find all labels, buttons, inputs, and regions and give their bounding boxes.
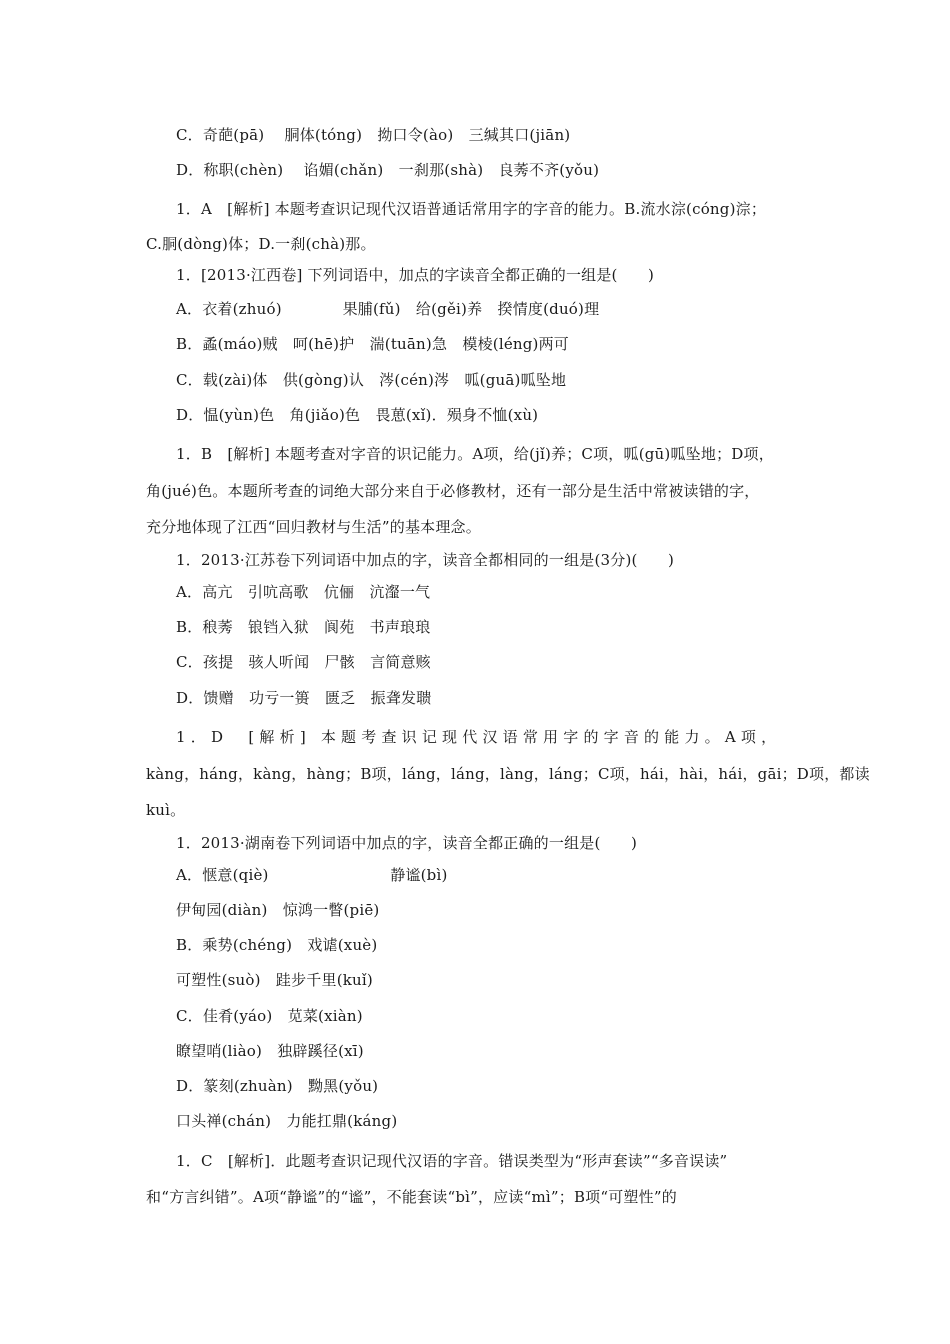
option-c-line: C．奇葩(pā) 胴体(tóng) 拗口令(ào) 三缄其口(jiān) [176,126,571,144]
answer-continuation: C.胴(dòng)体；D.一刹(chà)那。 [146,235,376,253]
answer-continuation: 角(jué)色。本题所考查的词绝大部分来自于必修教材，还有一部分是生活中常被读错的字， [146,482,760,500]
answer-continuation: 和“方言纠错”。A项“静谧”的“谧”，不能套读“bì”，应读“mì”；B项“可塑性”的 [146,1188,677,1206]
option-a-line: A．惬意(qiè) 静谧(bì) [176,866,448,884]
option-c-line-2: 瞭望哨(liào) 独辟蹊径(xī) [176,1042,364,1060]
answer-line: 1．D [解析] 本题考查识记现代汉语常用字的字音的能力。A项， [176,728,782,746]
option-c-line: C．载(zài)体 供(gòng)认 涔(cén)涔 呱(guā)呱坠地 [176,371,567,389]
option-d-line: D．篆刻(zhuàn) 黝黑(yǒu) [176,1077,379,1095]
option-d-line-2: 口头禅(chán) 力能扛鼎(káng) [176,1112,398,1130]
question-jiangxi: 1．[2013·江西卷] 下列词语中，加点的字读音全都正确的一组是( ) [176,266,655,284]
answer-line: 1．C [解析]．此题考查识记现代汉语的字音。错误类型为“形声套读”“多音误读” [176,1152,728,1170]
option-b-line: B．蟊(máo)贼 呵(hē)护 湍(tuān)急 模棱(léng)两可 [176,335,570,353]
question-jiangsu: 1．2013·江苏卷下列词语中加点的字，读音全都相同的一组是(3分)( ) [176,551,675,569]
option-a-line-2: 伊甸园(diàn) 惊鸿一瞥(piē) [176,901,380,919]
option-a-line: A．衣着(zhuó) 果脯(fǔ) 给(gěi)养 揆情度(duó)理 [176,300,600,318]
option-d-line: D．愠(yùn)色 角(jiǎo)色 畏葸(xǐ)．殒身不恤(xù) [176,406,539,424]
answer-continuation: 充分地体现了江西“回归教材与生活”的基本理念。 [146,518,481,536]
option-d-line: D．馈赠 功亏一篑 匮乏 振聋发聩 [176,689,432,707]
answer-line: 1．A [解析] 本题考查识记现代汉语普通话常用字的字音的能力。B.流水淙(cóng)淙； [176,200,767,218]
option-b-line-2: 可塑性(suò) 跬步千里(kuǐ) [176,971,373,989]
answer-continuation: kuì。 [146,801,186,819]
option-c-line: C．孩提 骇人听闻 尸骸 言简意赅 [176,653,431,671]
question-hunan: 1．2013·湖南卷下列词语中加点的字，读音全都正确的一组是( ) [176,834,637,852]
option-b-line: B．稂莠 锒铛入狱 阆苑 书声琅琅 [176,618,431,636]
option-b-line: B．乘势(chéng) 戏谑(xuè) [176,936,378,954]
option-c-line: C．佳肴(yáo) 苋菜(xiàn) [176,1007,363,1025]
answer-line: 1．B [解析] 本题考查对字音的识记能力。A项，给(jǐ)养；C项，呱(gū)呱坠地；D项， [176,445,774,463]
option-a-line: A．高亢 引吭高歌 伉俪 沆瀣一气 [176,583,431,601]
option-d-line: D．称职(chèn) 谄媚(chǎn) 一刹那(shà) 良莠不齐(yǒu) [176,161,600,179]
answer-continuation: kàng，háng，kàng，hàng；B项，láng，láng，làng，láng；C项，hái，hài，hái，gāi；D项，都读 [146,765,870,783]
